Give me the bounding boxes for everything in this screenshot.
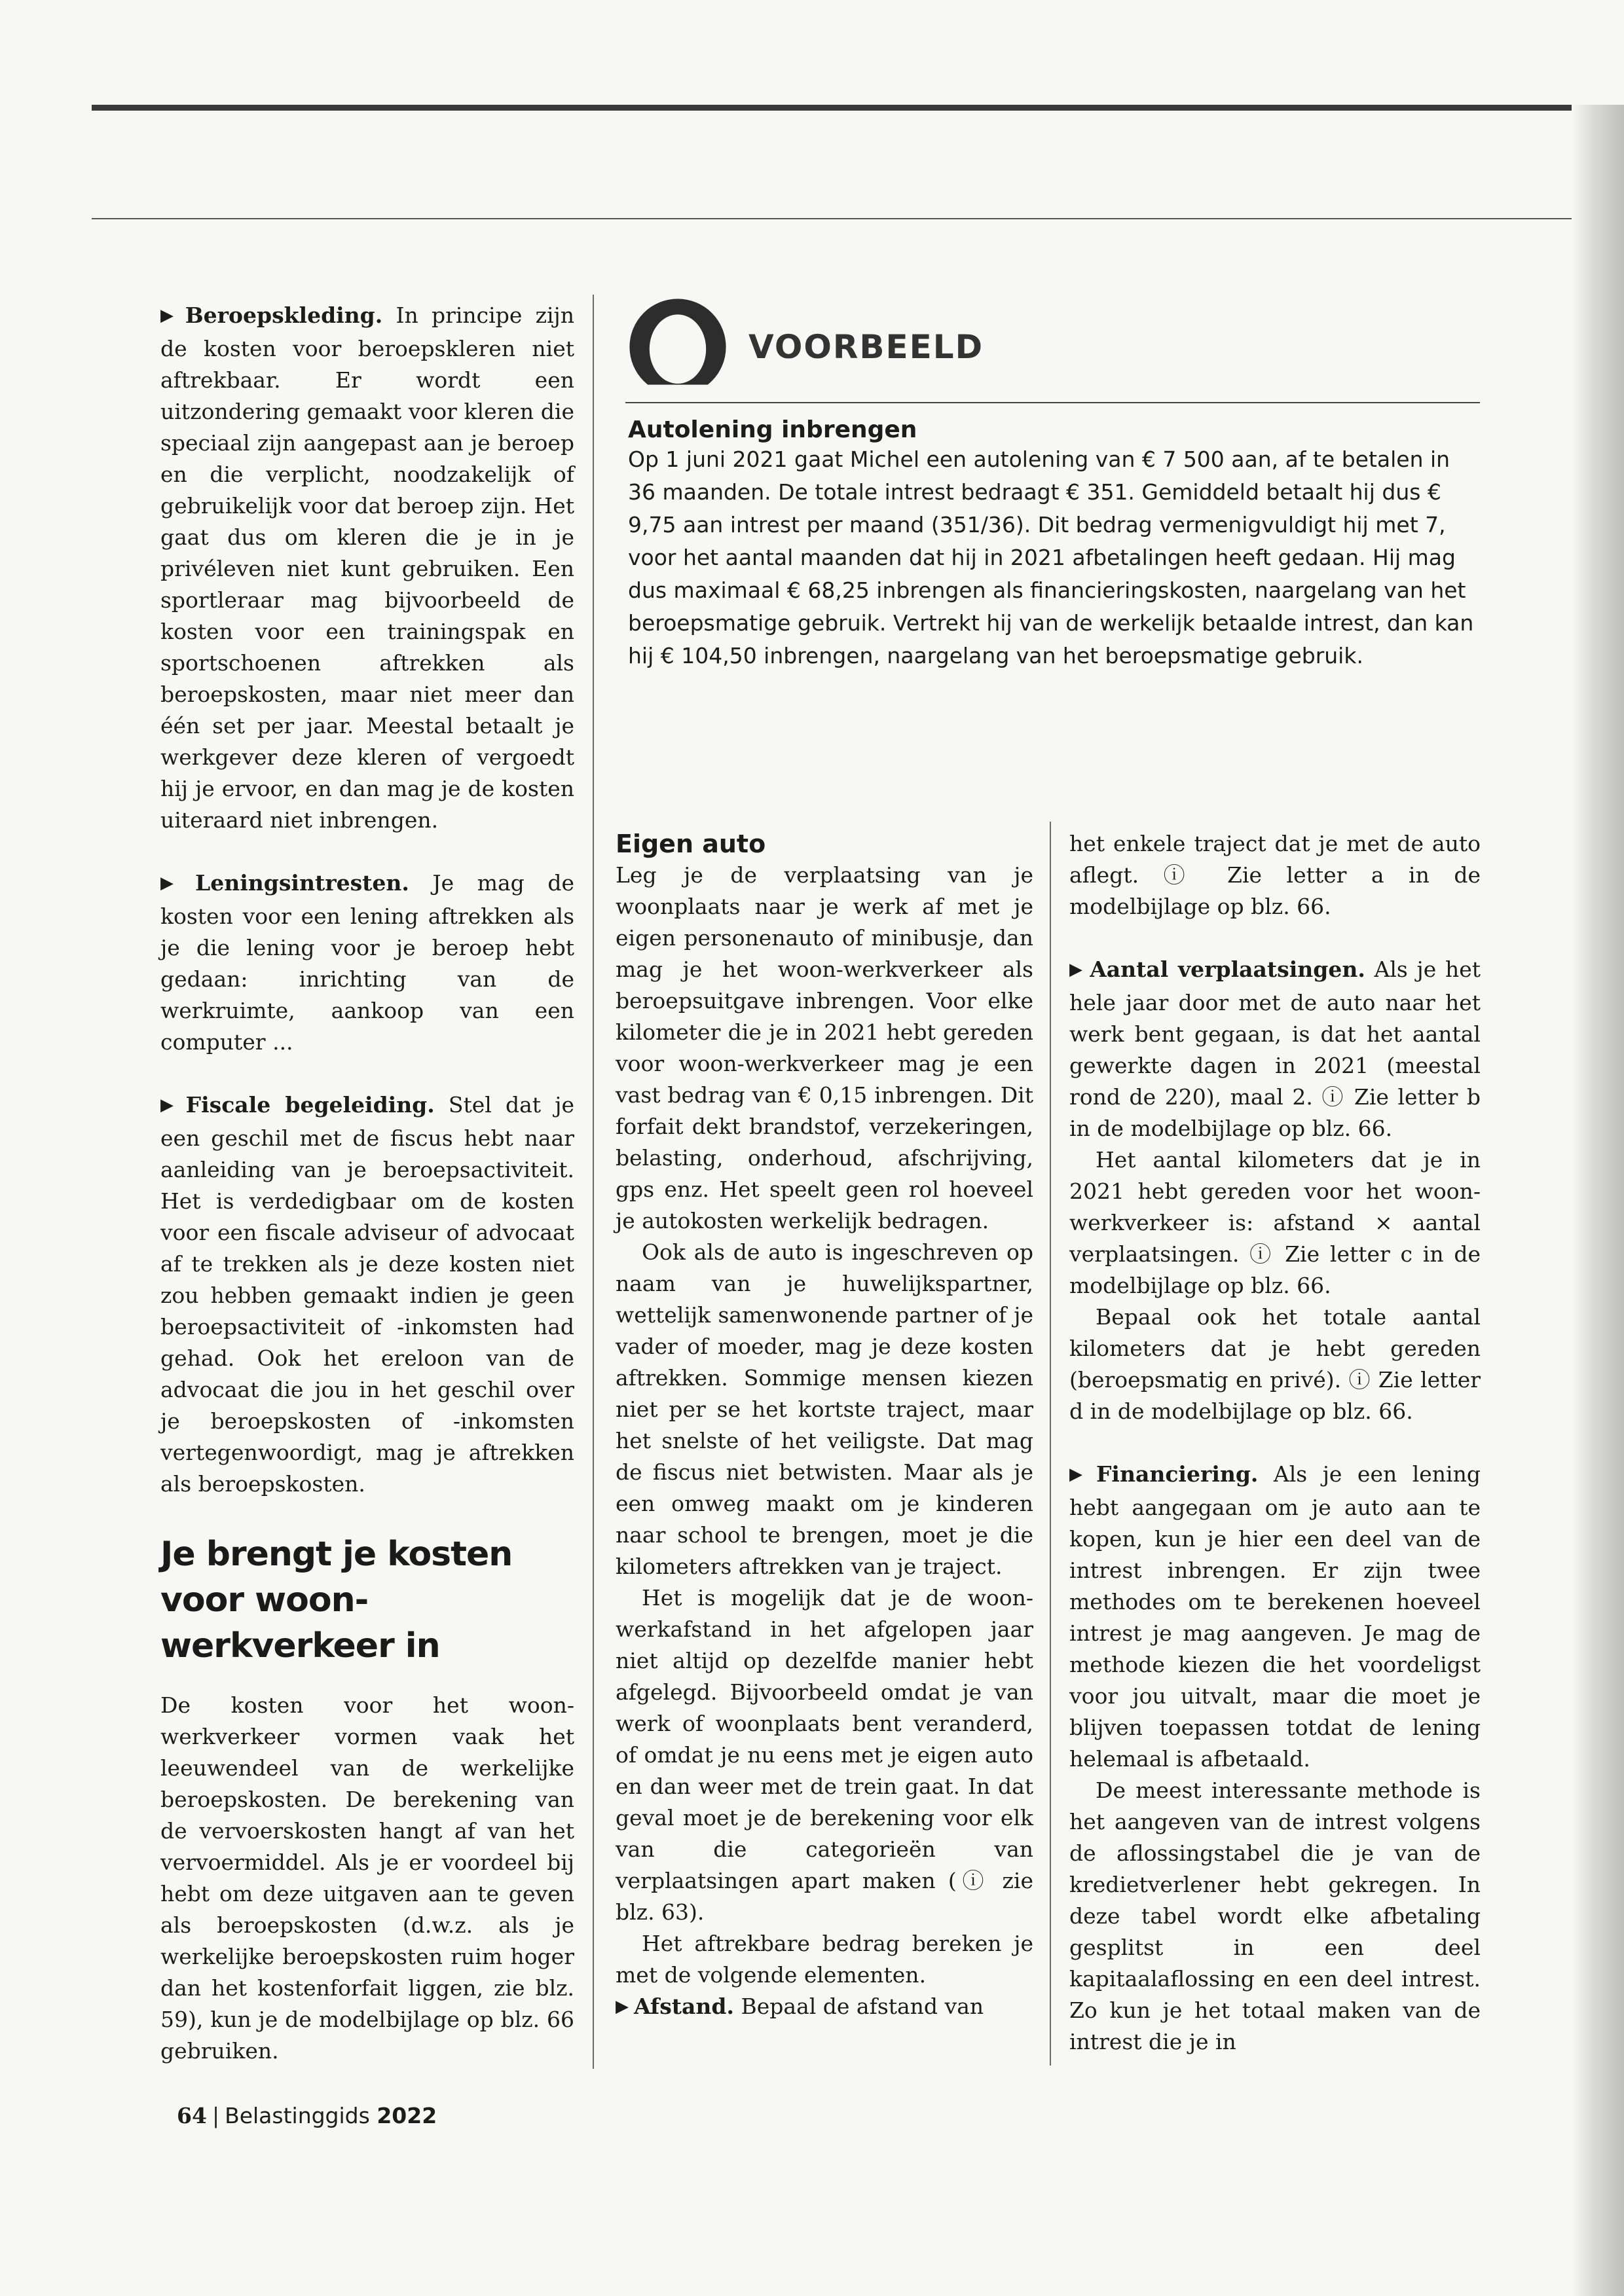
top-rule [92, 105, 1591, 111]
heading-eigen-auto: Eigen auto [616, 829, 766, 858]
voorbeeld-label: VOORBEELD [748, 328, 984, 366]
section-aantal-verplaatsingen [1069, 954, 1481, 1144]
para-methode: De meest interessante methode is het aangeven van de intrest volgens de aflossingstabel die je van de kredietverlener hebt gekregen. In deze tabel wordt elke afbetaling gesplitst in een deel kapitaalaflossing en een deel intrest. Zo kun je het totaal maken van de intrest die je in [1069, 1777, 1481, 2054]
text-aantal-verplaatsingen: Als je het hele jaar door met de auto naar het werk bent gegaan, is dat het aantal gewerkte dagen in 2021 (meestal rond de 220), maal 2. ⓘ Zie letter b in de modelbijlage op blz. 66. [1069, 957, 1481, 1141]
page-edge-shadow [1572, 105, 1624, 2296]
text-financiering: Als je een lening hebt aangegaan om je auto aan te kopen, kun je hier een deel van de intrest inbrengen. Er zijn twee methodes om te berekenen hoeveel intrest je mag aangeven. Je mag de methode kiezen die het voordeligst voor jou uitvalt, maar die moet je blijven toepassen totdat de lening helemaal is afbetaald. [1069, 1461, 1481, 1772]
section-financiering [1069, 1459, 1481, 1775]
voorbeeld-header [625, 295, 1480, 399]
triangle-bullet-icon: ▶ [616, 1997, 629, 2016]
left-column [160, 300, 574, 2067]
right-column [1069, 828, 1481, 2058]
triangle-bullet-icon: ▶ [160, 306, 180, 325]
intro-woon-werkverkeer: De kosten voor het woon-werkverkeer vormen vaak het leeuwendeel van de werkelijke beroepskosten. De berekening van de vervoerskosten hangt af van het vervoermiddel. Als je er voordeel bij hebt om deze uitgaven aan te geven als beroepskosten (d.w.z. als je werkelijke beroepskosten ruim hoger dan het kostenforfait liggen, zie blz. 59), kun je de modelbijlage op blz. 66 gebruiken. [160, 1692, 574, 2064]
section-afstand [616, 1991, 1033, 2024]
text-leningsintresten: Je mag de kosten voor een lening aftrekken als je die lening voor je beroep hebt gedaan: inrichting van de werkruimte, aankoop van een computer ... [160, 870, 574, 1055]
text-beroepskleding: In principe zijn de kosten voor beroepskleren niet aftrekbaar. Er wordt een uitzondering gemaakt voor kleren die speciaal zijn aangepast aan je beroep en die verplicht, noodzakelijk of gebruikelijk voor dat beroep zijn. Het gaat dus om kleren die je in je privéleven niet kunt gebruiken. Een sportleraar mag bijvoorbeeld de kosten voor een trainingspak en sportschoenen aftrekken als beroepskosten, maar niet meer dan één set per jaar. Meestal betaalt je werkgever deze kleren of vergoedt hij je ervoor, en dan mag je de kosten uiteraard niet inbrengen. [160, 302, 574, 833]
column-divider-right [1050, 822, 1051, 2066]
voorbeeld-body: Op 1 juni 2021 gaat Michel een autolening van € 7 500 aan, af te betalen in 36 maanden. De totale intrest bedraagt € 351. Gemiddeld betaalt hij dus € 9,75 aan intrest per maand (351/36). Dit bedrag vermenigvuldigt hij met 7, voor het aantal maanden dat hij in 2021 afbetalingen heeft gedaan. Hij mag dus maximaal € 68,25 inbrengen als financieringskosten, naargelang van het beroepsmatige gebruik. Vertrekt hij van de werkelijk betaalde intrest, dan kan hij € 104,50 inbrengen, naargelang van het beroepsmatige gebruik. [628, 446, 1474, 668]
para-totaal-kilometers: Bepaal ook het totale aantal kilometers dat je hebt gereden (beroepsmatig en privé). ⓘ Zie letter d in de modelbijlage op blz. 66. [1069, 1304, 1481, 1424]
text-afstand: Bepaal de afstand van [741, 1994, 984, 2019]
footer-separator: | [212, 2103, 220, 2128]
lead-fiscale-begeleiding: Fiscale begeleiding. [185, 1092, 435, 1118]
person-silhouette-icon [625, 295, 730, 399]
lead-beroepskleding: Beroepskleding. [185, 302, 383, 328]
text-fiscale-begeleiding: Stel dat je een geschil met de fiscus hebt naar aanleiding van je beroepsactiviteit. Het is verdedigbaar om de kosten voor een fiscale adviseur of advocaat af te trekken als je deze kosten niet zou hebben gemaakt indien je geen beroepsactiviteit of -inkomsten had gehad. Ook het ereloon van de advocaat die jou in het geschil over je beroepskosten of -inkomsten vertegenwoordigt, mag je aftrekken als beroepskosten. [160, 1092, 574, 1497]
voorbeeld-rule [625, 402, 1480, 403]
para-eigen-auto-1: Leg je de verplaatsing van je woonplaats naar je werk af met je eigen personenauto of minibusje, dan mag je het woon-werkverkeer als beroepsuitgave inbrengen. Voor elke kilometer die je in 2021 hebt gereden voor woon-werkverkeer mag je een vast bedrag van € 0,15 inbrengen. Dit forfait dekt brandstof, verzekeringen, belasting, onderhoud, afschrijving, gps enz. Het speelt geen rol hoeveel je autokosten werkelijk bedragen. [616, 862, 1033, 1233]
triangle-bullet-icon: ▶ [1069, 960, 1085, 979]
triangle-bullet-icon: ▶ [160, 1095, 181, 1115]
voorbeeld-box [625, 295, 1480, 672]
section-heading-woon-werkverkeer: Je brengt je kosten voor woon-werkverkeer in [160, 1535, 513, 1666]
para-eigen-auto-3: Het is mogelijk dat je de woon-werkafstand in het afgelopen jaar niet altijd op dezelfde manier hebt afgelegd. Bijvoorbeeld omdat je van werk of woonplaats bent veranderd, of omdat je nu eens met je eigen auto en dan weer met de trein gaat. In dat geval moet je de berekening voor elk van die categorieën van verplaatsingen apart maken (ⓘ zie blz. 63). [616, 1585, 1033, 1925]
triangle-bullet-icon: ▶ [1069, 1465, 1091, 1484]
lead-aantal-verplaatsingen: Aantal verplaatsingen. [1090, 957, 1365, 982]
middle-column [616, 828, 1033, 2024]
lead-leningsintresten: Leningsintresten. [195, 870, 409, 896]
publication-year: 2022 [377, 2103, 437, 2128]
header-rule [92, 218, 1591, 219]
page-number: 64 [177, 2103, 207, 2128]
para-afstand-vervolg: het enkele traject dat je met de auto aflegt. ⓘ Zie letter a in de modelbijlage op blz. 66. [1069, 831, 1481, 919]
para-kilometers: Het aantal kilometers dat je in 2021 hebt gereden voor het woon-werkverkeer is: afstand × aantal verplaatsingen. ⓘ Zie letter c in de modelbijlage op blz. 66. [1069, 1147, 1481, 1298]
triangle-bullet-icon: ▶ [160, 873, 191, 893]
para-eigen-auto-2: Ook als de auto is ingeschreven op naam van je huwelijkspartner, wettelijk samenwonende partner of je vader of moeder, mag je deze kosten aftrekken. Sommige mensen kiezen niet per se het kortste traject, maar het snelste of het veiligste. Dat mag de fiscus niet betwisten. Maar als je een omweg maakt om je kinderen naar school te brengen, moet je die kilometers aftrekken van je traject. [616, 1239, 1033, 1579]
column-divider-left [593, 295, 594, 2069]
voorbeeld-title: Autolening inbrengen [628, 416, 917, 443]
lead-afstand: Afstand. [634, 1994, 734, 2019]
section-beroepskleding [160, 300, 574, 836]
para-eigen-auto-4: Het aftrekbare bedrag bereken je met de volgende elementen. [616, 1931, 1033, 1988]
publication-name: Belastinggids [225, 2103, 370, 2128]
page-footer [177, 2103, 437, 2128]
section-fiscale-begeleiding [160, 1089, 574, 1500]
section-leningsintresten [160, 867, 574, 1058]
lead-financiering: Financiering. [1096, 1461, 1259, 1487]
